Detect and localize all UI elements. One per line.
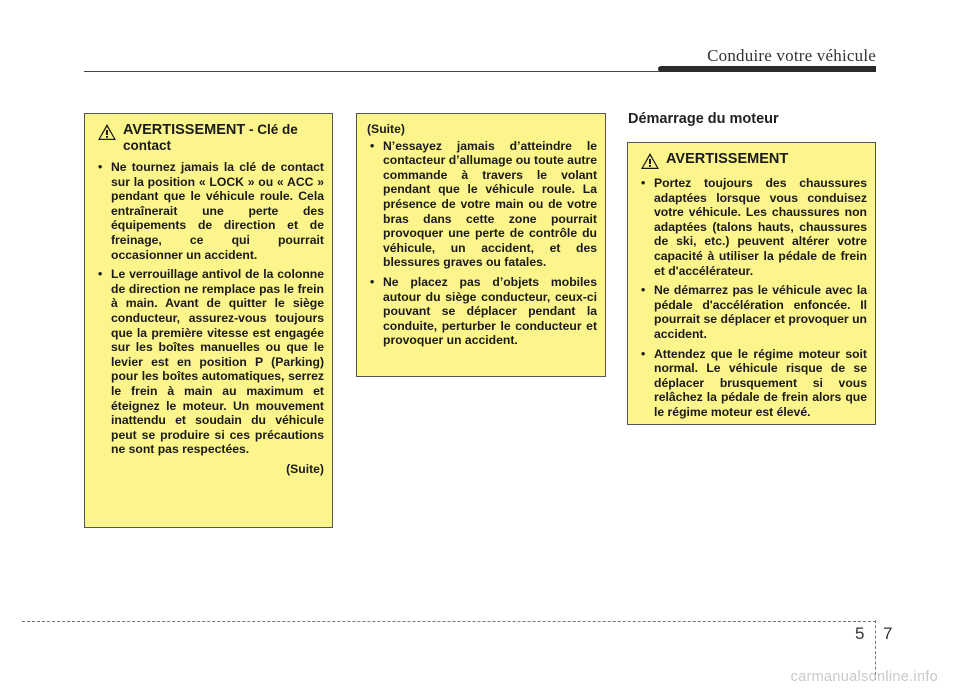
list-item: • Le verrouillage antivol de la colonne de direction ne remplace pas le frein à main. Avant de quitter le siège conducteur, assurez-vous toujours que la première vitesse est engagée sur les boîtes manuelles ou que le levier est en position P (Parking) pour les boîtes automatiques, serrez le frein à main au maximum et éteignez le moteur. Un mouvement inattendu et soudain du véhicule peut se produire si ces précautions ne sont pas respectées.	[93, 267, 324, 457]
list-item: • Ne démarrez pas le véhicule avec la pédale d'accélération enfoncée. Il pourrait se déplacer et provoquer un accident.	[636, 283, 867, 341]
warning-title-main: AVERTISSEMENT	[666, 151, 789, 167]
warning-triangle-icon	[640, 152, 660, 170]
list-item: • Attendez que le régime moteur soit normal. Le véhicule risque de se déplacer brusquement si vous relâchez la pédale de frein alors que le régime moteur est élevé.	[636, 347, 867, 420]
list-item: • Ne placez pas d’objets mobiles autour du siège conducteur, ceux-ci pouvant se déplacer pendant la conduite, perturber le conducteur et provoquer un accident.	[365, 275, 597, 348]
watermark: carmanualsonline.info	[790, 669, 938, 685]
chapter-title: Conduire votre véhicule	[707, 46, 876, 65]
warning-triangle-icon	[97, 123, 117, 141]
continued-label: (Suite)	[286, 461, 324, 476]
warning-list	[636, 176, 867, 420]
footer-rule	[22, 621, 876, 622]
continued-label: (Suite)	[367, 122, 405, 136]
header-rule	[84, 71, 664, 72]
list-item: • Ne tournez jamais la clé de contact sur la position « LOCK » ou « ACC » pendant que le véhicule roule. Cela entraînerait une perte des équipements de direction et de freinage, ce qui pourrait occasionner un accident.	[93, 160, 324, 262]
warning-heading	[640, 151, 867, 170]
list-item: • Portez toujours des chaussures adaptées lorsque vous conduisez votre véhicule. Les chaussures non adaptées (talons hauts, chaussures de ski, etc.) peuvent altérer votre capacité à utiliser la pédale de frein et d'accélérateur.	[636, 176, 867, 278]
list-item: • N’essayez jamais d’atteindre le contacteur d’allumage ou toute autre commande à travers le volant pendant que le véhicule roule. La présence de votre main ou de votre bras dans cette zone pourrait provoquer une perte de contrôle du véhicule, un accident, et des blessures graves ou fatales.	[365, 139, 597, 270]
warning-box-continued	[356, 113, 606, 377]
warning-title	[123, 122, 324, 154]
warning-list	[93, 160, 324, 457]
chapter-number: 5	[855, 624, 865, 643]
warning-title	[666, 151, 788, 167]
warning-box-ignition-key	[84, 113, 333, 528]
warning-title-sub: - Clé de contact	[123, 122, 298, 153]
header-rule-accent	[658, 66, 876, 72]
warning-box-engine-start	[627, 142, 876, 425]
section-title: Démarrage du moteur	[628, 111, 779, 127]
warning-list	[365, 139, 597, 348]
warning-title-main: AVERTISSEMENT	[123, 122, 246, 138]
page-number: 7	[883, 624, 893, 643]
warning-heading	[97, 122, 324, 154]
